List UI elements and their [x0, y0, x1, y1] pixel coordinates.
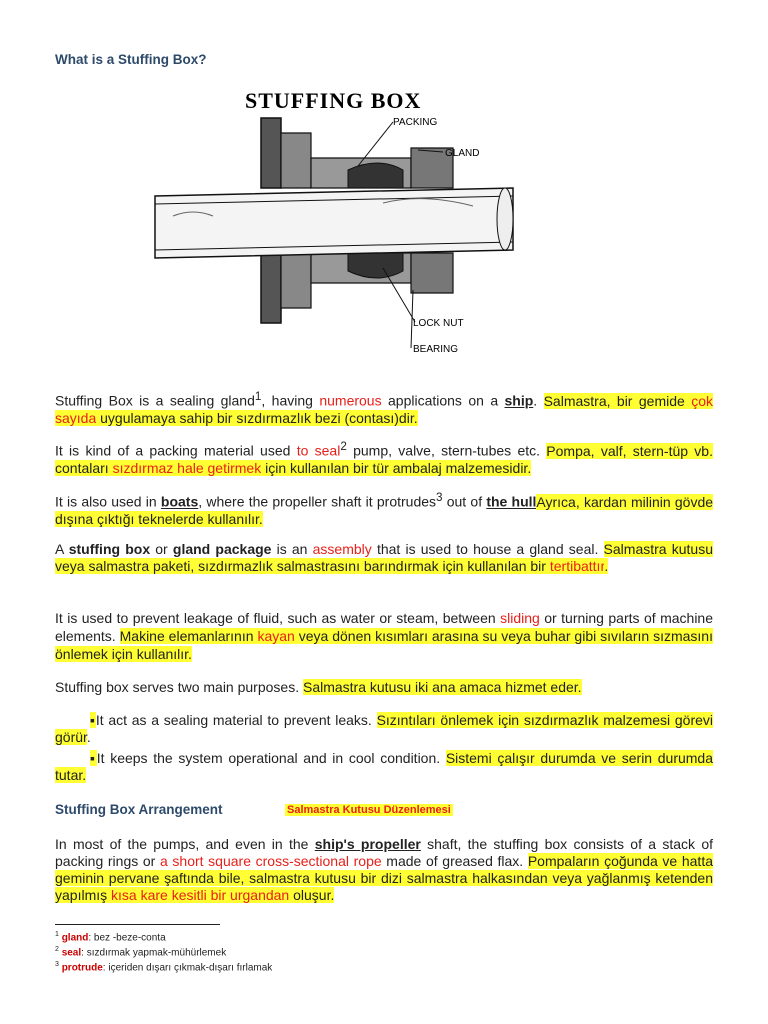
- footnote-2: $^2$ seal: sızdırmak yapmak-mühürlemek: [55, 946, 227, 959]
- label-bearing: BEARING: [413, 344, 459, 355]
- paragraph-5: It is used to prevent leakage of fluid, such as water or steam, between sliding or turning parts of machine elements. Makine elemanlarının kayan veya dönen kısımları arasına su veya buhar gibi sıvıların sızmasını önlemek için kullanılır.: [55, 610, 713, 662]
- stuffing-box-figure: [153, 78, 515, 363]
- bullet-marker: ▪: [90, 712, 96, 728]
- section-heading: Stuffing Box Arrangement: [55, 802, 223, 817]
- label-packing: PACKING: [393, 117, 438, 128]
- paragraph-1: Stuffing Box is a sealing gland$^1$, having numerous applications on a ship. Salmastra, bir gemide çok sayıda uygulamaya sahip bir sızdırmazlık bezi (contası)dir.: [55, 390, 713, 426]
- footnote-3: $^3$ protrude: içeriden dışarı çıkmak-dışarı fırlamak: [55, 961, 273, 974]
- bullet-1: ▪It act as a sealing material to prevent leaks. Sızıntıları önlemek için sızdırmazlık malzemesi görevi görür.: [55, 712, 713, 745]
- footnote-1: $^1$ gland: bez -beze-conta: [55, 931, 166, 944]
- bullet-2: ▪It keeps the system operational and in cool condition. Sistemi çalışır durumda ve serin durumda tutar.: [55, 750, 714, 783]
- paragraph-7: In most of the pumps, and even in the ship's propeller shaft, the stuffing box consists of a stack of packing rings or a short square cross-sectional rope made of greased flax. Pompaların çoğunda ve hatta geminin pervane şaftında bile, salmastra kutusu bir dizi salmastra halkasından veya yağlanmış ketenden yapılmış kısa kare kesitli bir urgandan oluşur.: [55, 836, 714, 903]
- paragraph-4: A stuffing box or gland package is an assembly that is used to house a gland seal. Salmastra kutusu veya salmastra paketi, sızdırmazlık salmastrasını barındırmak için kullanılan bir tertibattır.: [55, 541, 713, 574]
- figure-title: STUFFING BOX: [245, 88, 422, 113]
- paragraph-2: It is kind of a packing material used to seal$^2$ pump, valve, stern-tubes etc. Pompa, valf, stern-tüp vb. contaları sızdırmaz hale getirmek için kullanılan bir tür ambalaj malzemesidir.: [55, 440, 713, 476]
- paragraph-3: It is also used in boats, where the propeller shaft it protrudes$^3$ out of the hullAyrıca, kardan milinin gövde dışına çıktığı teknelerde kullanılır.: [55, 491, 714, 527]
- section-heading-translation: Salmastra Kutusu Düzenlemesi: [287, 804, 451, 816]
- label-gland: GLAND: [445, 148, 480, 159]
- paragraph-6: Stuffing box serves two main purposes. Salmastra kutusu iki ana amaca hizmet eder.: [55, 679, 582, 695]
- footnote-divider: [55, 924, 220, 925]
- page-title: What is a Stuffing Box?: [55, 52, 207, 67]
- bullet-marker: ▪: [90, 750, 97, 766]
- label-lock-nut: LOCK NUT: [413, 318, 464, 329]
